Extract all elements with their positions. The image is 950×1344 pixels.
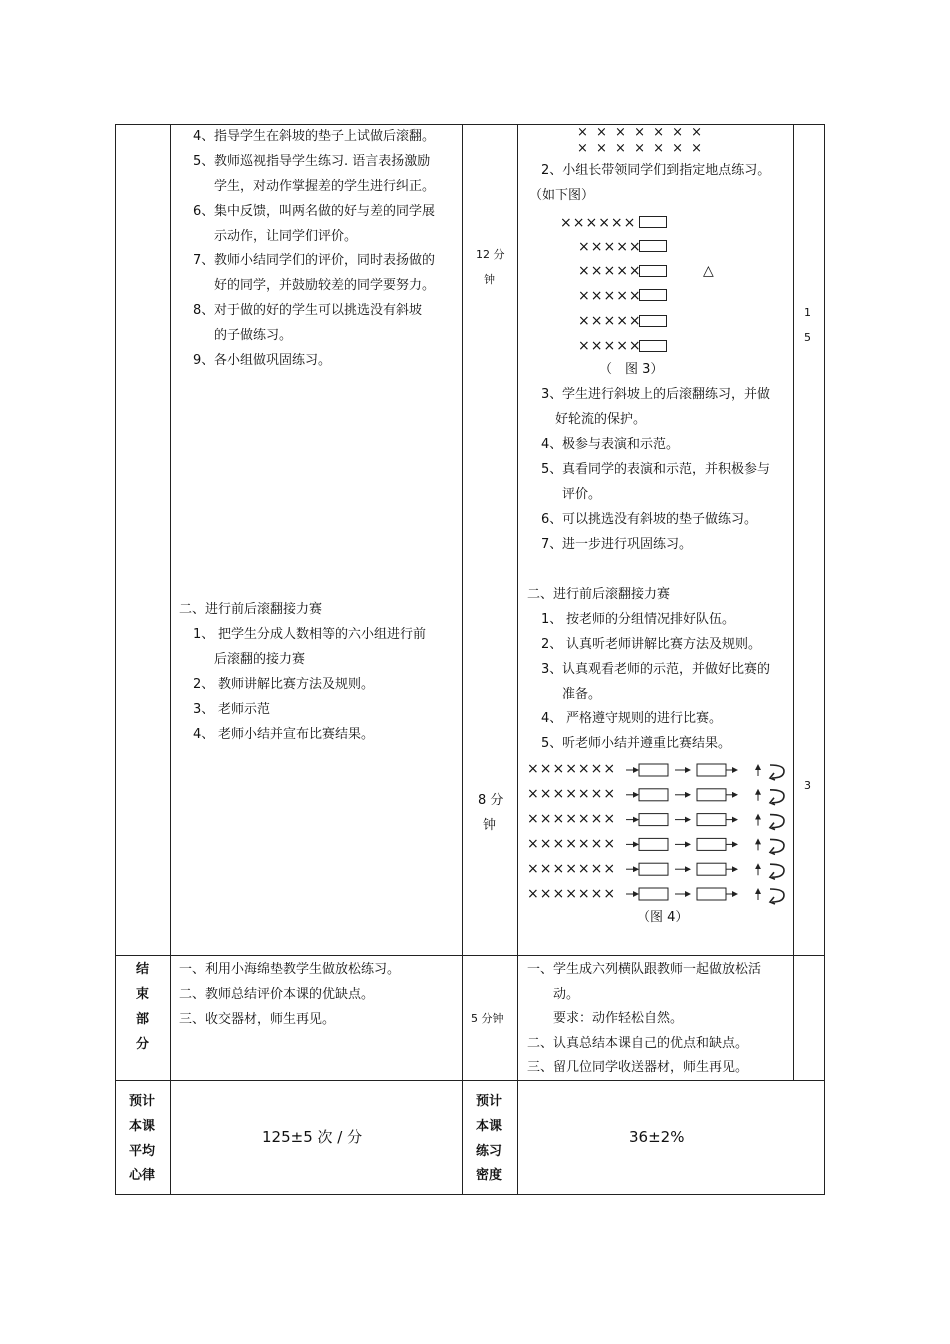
density-label-line-1: 预计: [476, 1094, 503, 1109]
fig3-row-4: ×××××: [578, 288, 642, 304]
student-a-step-7-num: 7、: [541, 537, 563, 552]
student-a-step-5-line1: 真看同学的表演和示范，并积极参与: [562, 462, 771, 477]
student-b-step-5-num: 5、: [541, 736, 563, 751]
fig4-turnaround-6: [770, 889, 784, 904]
fig3-row-3: ×××××: [578, 263, 642, 279]
ending-teacher-line-1: 一、利用小海绵垫教学生做放松练习。: [179, 962, 401, 977]
ending-student-line-1: 一、学生成六列横队跟教师一起做放松活: [527, 962, 762, 977]
student-a-step-6-line1: 可以挑选没有斜坡的垫子做练习。: [562, 512, 758, 527]
fig3-row-5: ×××××: [578, 313, 642, 329]
teacher-b-step-1-num: 1、: [193, 627, 215, 642]
student-b-step-2-num: 2、: [541, 637, 563, 652]
teacher-a-step-8-num: 8、: [193, 303, 215, 318]
time-ending: 5 分钟: [471, 1012, 504, 1025]
fig4-turnaround-5: [770, 864, 784, 879]
student-a-step-2-line2: （如下图）: [529, 188, 595, 203]
hr-label-line-3: 平均: [129, 1144, 156, 1159]
density-label-line-4: 密度: [476, 1168, 503, 1183]
teacher-b-heading: 二、进行前后滚翻接力赛: [179, 602, 323, 617]
fig4-mat-a-1: [639, 764, 668, 776]
student-a-step-2-line1: 2、小组长带领同学们到指定地点练习。: [541, 163, 771, 178]
teacher-a-step-5-line2: 学生，对动作掌握差的学生进行纠正。: [214, 179, 436, 194]
density-a-digit-1: 1: [804, 306, 811, 319]
fig4-row-3: ×××××××: [527, 811, 617, 827]
fig4-row-2: ×××××××: [527, 786, 617, 802]
fig3-caption: （ 图 3）: [599, 362, 664, 377]
hr-label-line-4: 心律: [129, 1168, 156, 1183]
teacher-a-step-6-line1: 集中反馈，叫两名做的好与差的同学展: [214, 204, 436, 219]
student-a-step-3-line2: 好轮流的保护。: [555, 412, 647, 427]
fig4-row-1: ×××××××: [527, 761, 617, 777]
student-b-step-3-line2: 准备。: [562, 687, 602, 702]
fig4-mat-b-3: [697, 814, 726, 826]
teacher-a-step-4-line1: 指导学生在斜坡的垫子上试做后滚翻。: [214, 129, 436, 144]
teacher-a-step-7-line1: 教师小结同学们的评价，同时表扬做的: [214, 253, 436, 268]
ending-student-line-3: 要求：动作轻松自然。: [527, 1011, 684, 1026]
time-a: 12 分: [476, 248, 505, 261]
ending-label-char-4: 分: [136, 1037, 150, 1052]
density-b: 3: [804, 779, 811, 792]
student-a-step-5-num: 5、: [541, 462, 563, 477]
student-b-step-3-line1: 认真观看老师的示范，并做好比赛的: [562, 662, 771, 677]
ending-label-char-2: 束: [136, 987, 150, 1002]
fig4-turnaround-1: [770, 765, 784, 780]
teacher-b-step-4-line1: 老师小结并宣布比赛结果。: [218, 727, 375, 742]
teacher-b-step-4-num: 4、: [193, 727, 215, 742]
fig3-row-6: ×××××: [578, 338, 642, 354]
student-a-step-4-num: 4、: [541, 437, 563, 452]
student-a-step-7-line1: 进一步进行巩固练习。: [562, 537, 693, 552]
fig4-mat-b-1: [697, 764, 726, 776]
fig4-turnaround-3: [770, 815, 784, 830]
fig4-row-5: ×××××××: [527, 861, 617, 877]
fig3-row-2: ×××××: [578, 239, 642, 255]
fig4-row-6: ×××××××: [527, 886, 617, 902]
fig4-mat-b-2: [697, 789, 726, 801]
teacher-b-step-3-num: 3、: [193, 702, 215, 717]
formation-row-top-2: × × × × × × ×: [577, 141, 705, 156]
density-label-line-2: 本课: [476, 1119, 503, 1134]
student-a-step-3-line1: 学生进行斜坡上的后滚翻练习，并做: [562, 387, 771, 402]
density-a-digit-2: 5: [804, 331, 811, 344]
ending-label-char-1: 结: [136, 962, 150, 977]
student-a-step-5-line2: 评价。: [562, 487, 602, 502]
teacher-position-triangle: △: [703, 263, 714, 279]
teacher-a-step-4-num: 4、: [193, 129, 215, 144]
teacher-a-step-8-line1: 对于做的好的学生可以挑选没有斜坡: [214, 303, 423, 318]
ending-teacher-line-3: 三、收交器材，师生再见。: [179, 1012, 336, 1027]
fig4-mat-b-4: [697, 838, 726, 850]
time-b-unit: 钟: [483, 818, 497, 833]
teacher-a-step-7-line2: 好的同学，并鼓励较差的同学要努力。: [214, 278, 436, 293]
fig4-caption: （图 4）: [637, 910, 689, 925]
ending-student-line-2: 动。: [527, 987, 580, 1002]
fig4-row-4: ×××××××: [527, 836, 617, 852]
teacher-b-step-1-line2: 后滚翻的接力赛: [214, 652, 306, 667]
student-b-step-2-line1: 认真听老师讲解比赛方法及规则。: [566, 637, 762, 652]
fig4-mat-a-4: [639, 838, 668, 850]
fig4-mat-a-5: [639, 863, 668, 875]
student-b-step-4-num: 4、: [541, 711, 563, 726]
teacher-b-step-2-line1: 教师讲解比赛方法及规则。: [218, 677, 375, 692]
teacher-b-step-1-line1: 把学生分成人数相等的六小组进行前: [218, 627, 427, 642]
fig4-mat-a-3: [639, 814, 668, 826]
student-b-step-3-num: 3、: [541, 662, 563, 677]
teacher-a-step-5-num: 5、: [193, 154, 215, 169]
heart-rate-value: 125±5 次 / 分: [262, 1128, 363, 1146]
density-label-line-3: 练习: [476, 1144, 503, 1159]
fig3-row-1: ××××××: [560, 215, 637, 231]
student-a-step-6-num: 6、: [541, 512, 563, 527]
ending-label-char-3: 部: [136, 1012, 150, 1027]
student-b-step-1-line1: 按老师的分组情况排好队伍。: [566, 612, 736, 627]
student-b-heading: 二、进行前后滚翻接力赛: [527, 587, 671, 602]
student-b-step-1-num: 1、: [541, 612, 563, 627]
ending-student-line-4: 二、认真总结本课自己的优点和缺点。: [527, 1036, 749, 1051]
teacher-a-step-9-line1: 各小组做巩固练习。: [214, 353, 332, 368]
teacher-a-step-5-line1: 教师巡视指导学生练习. 语言表扬激励: [214, 154, 431, 169]
ending-student-line-5: 三、留几位同学收送器材，师生再见。: [527, 1060, 749, 1075]
teacher-b-step-3-line1: 老师示范: [218, 702, 271, 717]
fig4-mat-a-2: [639, 789, 668, 801]
fig4-turnaround-2: [770, 790, 784, 805]
fig4-mat-b-5: [697, 863, 726, 875]
teacher-a-step-7-num: 7、: [193, 253, 215, 268]
time-b: 8 分: [478, 793, 504, 808]
fig4-mat-a-6: [639, 888, 668, 900]
teacher-a-step-6-num: 6、: [193, 204, 215, 219]
teacher-a-step-6-line2: 示动作，让同学们评价。: [214, 229, 358, 244]
time-a-unit: 钟: [484, 273, 495, 286]
student-a-step-4-line1: 极参与表演和示范。: [562, 437, 680, 452]
hr-label-line-2: 本课: [129, 1119, 156, 1134]
teacher-a-step-9-num: 9、: [193, 353, 215, 368]
teacher-a-step-8-line2: 的子做练习。: [214, 328, 293, 343]
hr-label-line-1: 预计: [129, 1094, 156, 1109]
student-b-step-4-line1: 严格遵守规则的进行比赛。: [566, 711, 723, 726]
teacher-b-step-2-num: 2、: [193, 677, 215, 692]
fig4-mat-b-6: [697, 888, 726, 900]
fig4-turnaround-4: [770, 839, 784, 854]
student-b-step-5-line1: 听老师小结并遵重比赛结果。: [562, 736, 732, 751]
student-a-step-3-num: 3、: [541, 387, 563, 402]
formation-row-top-1: × × × × × × ×: [577, 125, 705, 140]
density-value: 36±2%: [629, 1128, 685, 1146]
ending-teacher-line-2: 二、教师总结评价本课的优缺点。: [179, 987, 375, 1002]
